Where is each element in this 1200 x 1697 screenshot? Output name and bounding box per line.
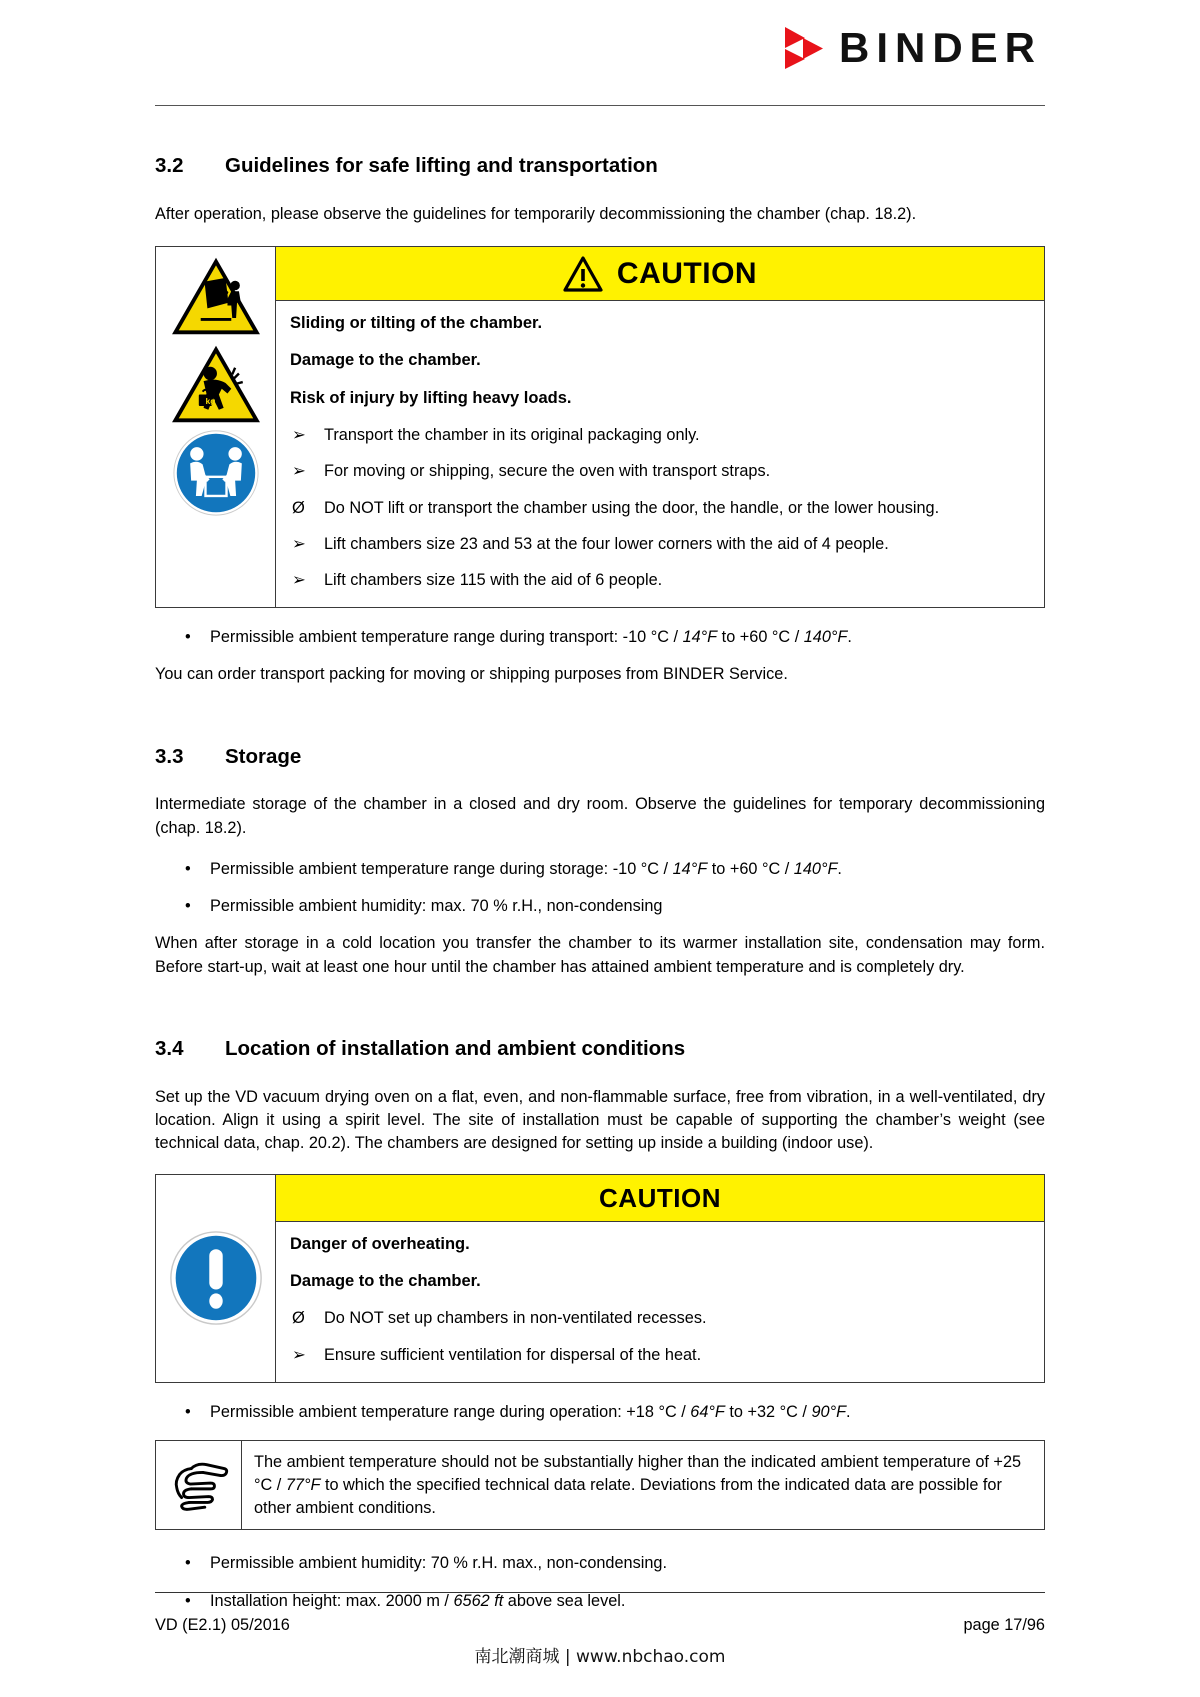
bullet-marker: Ø bbox=[292, 498, 305, 517]
list-item bbox=[290, 425, 1028, 446]
list-item-text: Lift chambers size 115 with the aid of 6 people. bbox=[324, 570, 663, 589]
caution-box-transport-list bbox=[290, 425, 1028, 591]
caution-lead-3: Risk of injury by lifting heavy loads. bbox=[290, 388, 572, 407]
list-item-text: Transport the chamber in its original packaging only. bbox=[324, 426, 700, 445]
section-title: Location of installation and ambient conditions bbox=[225, 1037, 686, 1061]
caution-box-transport-content bbox=[276, 301, 1044, 607]
warning-triangle-icon bbox=[563, 256, 603, 292]
note-box-ambient-temperature bbox=[155, 1440, 1045, 1530]
caution-box-transport-title bbox=[276, 247, 1044, 301]
caution-lead-1: Sliding or tilting of the chamber. bbox=[290, 313, 543, 332]
list-item-text: Permissible ambient temperature range during storage: -10 °C / 14°F to +60 °C / 140°F. bbox=[210, 859, 842, 878]
caution-lead-2: Damage to the chamber. bbox=[290, 351, 481, 370]
tilting-load-hazard-icon bbox=[168, 253, 264, 339]
list-item bbox=[290, 1345, 1028, 1366]
caution-box-transport-body bbox=[276, 247, 1044, 607]
header-divider bbox=[155, 105, 1045, 106]
list-item-text: Permissible ambient humidity: 70 % r.H. max., non-condensing. bbox=[210, 1554, 667, 1573]
list-item bbox=[290, 534, 1028, 555]
page-footer bbox=[155, 1616, 1045, 1635]
list-item bbox=[155, 1590, 1045, 1613]
list-item bbox=[155, 895, 1045, 918]
page-header bbox=[0, 0, 1200, 108]
list-item-text: Ensure sufficient ventilation for dispersal of the heat. bbox=[324, 1345, 702, 1364]
bullet-dot: • bbox=[185, 1554, 191, 1573]
list-item-text: Permissible ambient temperature range during operation: +18 °C / 64°F to +32 °C / 90°F. bbox=[210, 1402, 851, 1421]
bullet-marker: ➢ bbox=[292, 462, 306, 481]
list-item bbox=[290, 1308, 1028, 1329]
caution-box-overheating-title bbox=[276, 1175, 1044, 1222]
section-3-3-closing: When after storage in a cold location you transfer the chamber to its warmer installation site, condensation may form. Before start-up, wait at least one hour until the chamber has attained ambient temperature and is completely dry. bbox=[155, 934, 1045, 976]
caution-box-overheating-list bbox=[290, 1308, 1028, 1365]
list-item bbox=[290, 461, 1028, 482]
bullet-marker: ➢ bbox=[292, 570, 306, 589]
section-heading-3-2 bbox=[155, 154, 1045, 179]
binder-logo bbox=[783, 26, 1042, 70]
pointing-hand-icon bbox=[168, 1456, 230, 1514]
section-3-3-intro: Intermediate storage of the chamber in a closed and dry room. Observe the guidelines for temporary decommissioning (chap. 18.2). bbox=[155, 795, 1045, 837]
page-content bbox=[0, 108, 1200, 1613]
bullet-dot: • bbox=[185, 897, 191, 916]
bullet-marker: ➢ bbox=[292, 426, 306, 445]
caution-label: CAUTION bbox=[599, 1182, 721, 1213]
brand-name: BINDER bbox=[838, 24, 1042, 71]
list-item bbox=[155, 1401, 1045, 1424]
two-person-lift-mandatory-icon bbox=[170, 429, 262, 517]
list-item bbox=[290, 498, 1028, 519]
section-3-3-bullets bbox=[155, 858, 1045, 919]
mandatory-attention-exclamation-icon bbox=[168, 1230, 264, 1326]
bullet-dot: • bbox=[185, 1591, 191, 1610]
footer-document-id: VD (E2.1) 05/2016 bbox=[155, 1616, 290, 1634]
caution-box-overheating-icons bbox=[156, 1175, 276, 1382]
note-box-text bbox=[242, 1441, 1044, 1529]
list-item bbox=[155, 1552, 1045, 1575]
note-text-part-2: 77°F bbox=[285, 1475, 321, 1494]
heavy-lifting-hazard-icon bbox=[168, 341, 264, 427]
section-number: 3.3 bbox=[155, 744, 184, 768]
section-title: Guidelines for safe lifting and transportation bbox=[225, 154, 658, 177]
caution-box-transport-icons bbox=[156, 247, 276, 607]
bullet-marker: ➢ bbox=[292, 534, 306, 553]
section-number: 3.2 bbox=[155, 154, 184, 177]
svg-text:kg: kg bbox=[204, 395, 216, 406]
section-title: Storage bbox=[225, 744, 302, 768]
caution-label: CAUTION bbox=[616, 256, 758, 290]
bullet-marker: Ø bbox=[292, 1309, 305, 1328]
list-item-text: For moving or shipping, secure the oven with transport straps. bbox=[324, 462, 771, 481]
caution-box-overheating-content bbox=[276, 1222, 1044, 1382]
footer-divider bbox=[155, 1592, 1045, 1593]
section-heading-3-4 bbox=[155, 1037, 1045, 1062]
caution-lead-2: Damage to the chamber. bbox=[290, 1271, 481, 1290]
list-item-text: Do NOT lift or transport the chamber using the door, the handle, or the lower housing. bbox=[324, 498, 940, 517]
caution-box-transport bbox=[155, 246, 1045, 608]
watermark: 南北潮商城 | www.nbchao.com bbox=[474, 1647, 726, 1667]
note-box-icon-cell bbox=[156, 1441, 242, 1529]
list-item bbox=[155, 858, 1045, 881]
section-3-4-bullets-end bbox=[155, 1552, 1045, 1613]
list-item bbox=[155, 626, 1045, 649]
bullet-dot: • bbox=[185, 859, 191, 878]
caution-box-overheating bbox=[155, 1174, 1045, 1383]
list-item-text: Permissible ambient temperature range during transport: -10 °C / 14°F to +60 °C / 140°F. bbox=[210, 628, 852, 647]
binder-triangles-logo-icon bbox=[783, 26, 825, 70]
note-text-part-3: to which the specified technical data relate. Deviations from the indicated data are possible for other ambient conditions. bbox=[254, 1475, 1002, 1517]
bullet-dot: • bbox=[185, 1402, 191, 1421]
section-number: 3.4 bbox=[155, 1037, 184, 1061]
section-3-4-bullets-mid bbox=[155, 1401, 1045, 1424]
list-item-text: Installation height: max. 2000 m / 6562 ft above sea level. bbox=[210, 1591, 626, 1610]
bullet-dot: • bbox=[185, 628, 191, 647]
bullet-marker: ➢ bbox=[292, 1345, 306, 1364]
section-heading-3-3 bbox=[155, 745, 1045, 770]
section-3-4-intro: Set up the VD vacuum drying oven on a flat, even, and non-flammable surface, free from vibration, in a well-ventilated, dry location. Align it using a spirit level. The site of installation must be capable of supporting the chamber’s weight (see technical data, chap. 20.2). The chambers are designed for setting up inside a building (indoor use). bbox=[155, 1087, 1045, 1153]
caution-lead-1: Danger of overheating. bbox=[290, 1234, 470, 1253]
footer-page-number: page 17/96 bbox=[963, 1616, 1045, 1634]
caution-box-overheating-body bbox=[276, 1175, 1044, 1382]
section-3-2-bullets bbox=[155, 626, 1045, 649]
list-item-text: Permissible ambient humidity: max. 70 % r.H., non-condensing bbox=[210, 897, 663, 916]
note-text-part-1: The ambient temperature should not be substantially higher than the indicated ambient temperature of +25 °C / bbox=[254, 1453, 1022, 1494]
list-item bbox=[290, 570, 1028, 591]
list-item-text: Do NOT set up chambers in non-ventilated recesses. bbox=[324, 1309, 707, 1328]
section-3-2-intro: After operation, please observe the guidelines for temporarily decommissioning the chamber (chap. 18.2). bbox=[155, 204, 917, 223]
list-item-text: Lift chambers size 23 and 53 at the four lower corners with the aid of 4 people. bbox=[324, 534, 889, 553]
section-3-2-closing: You can order transport packing for moving or shipping purposes from BINDER Service. bbox=[155, 665, 788, 684]
